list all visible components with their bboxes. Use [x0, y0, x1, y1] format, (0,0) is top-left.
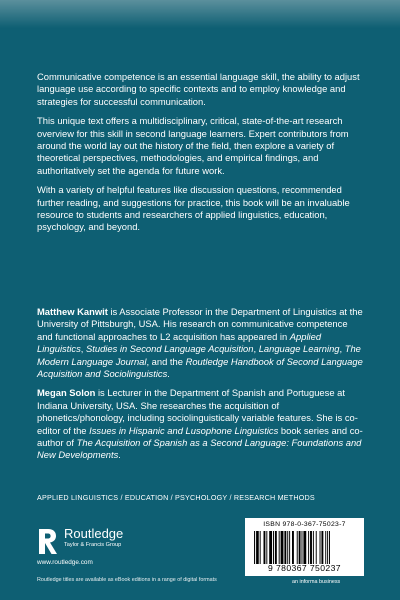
subject-categories: APPLIED LINGUISTICS / EDUCATION / PSYCHOLOGY / RESEARCH METHODS — [37, 493, 315, 502]
routledge-logo-icon — [37, 527, 59, 557]
barcode-bar — [329, 531, 330, 564]
handbook-title: Routledge Handbook of Second Language Acquisition and Sociolinguistics — [37, 355, 363, 380]
book-description — [37, 71, 364, 241]
bio-text: is Associate Professor in the Department of Linguistics at the University of Pittsburgh, USA. His research on communicative competence and functional approaches to L2 acquisition has appeared in — [37, 306, 363, 342]
informa-tagline: an informa business — [292, 579, 341, 585]
author-bios — [37, 306, 364, 469]
bio-text: , — [253, 343, 259, 355]
barcode-panel — [245, 518, 364, 576]
barcode-bar — [327, 531, 328, 564]
barcode-bar — [256, 531, 257, 564]
barcode-bar — [284, 531, 286, 564]
barcode-bar — [266, 531, 267, 564]
description-paragraph-3: With a variety of helpful features like discussion questions, recommended further reading, and suggestions for practice, this book will be an invaluable resource to students and researchers of applied linguistics, education, psychology, and beyond. — [37, 184, 350, 233]
bio-text: is Lecturer in the Department of Spanish and Portuguese at Indiana University, USA. She researches the acquisition of phonetics/phonology, including sociolinguistically variable features. She is co-editor of the — [37, 387, 358, 436]
isbn-number: ISBN 978-0-367-75023-7 — [263, 521, 346, 528]
author-name: Matthew Kanwit — [37, 306, 108, 317]
author-name: Megan Solon — [37, 387, 96, 399]
barcode-bar — [308, 531, 309, 564]
series-title: Issues in Hispanic and Lusophone Linguistics — [89, 424, 279, 436]
publisher-group: Taylor & Francis Group — [64, 542, 122, 548]
barcode-bar — [299, 531, 301, 564]
author-bio-solon — [37, 387, 364, 461]
barcode-bar — [257, 531, 259, 564]
barcode-bar — [325, 531, 326, 564]
barcode-bar — [275, 531, 277, 564]
barcode-bar — [320, 531, 321, 564]
barcode-bars — [254, 531, 355, 564]
bio-text: . — [167, 368, 170, 380]
book-title: The Acquisition of Spanish as a Second Language: Foundations and New Developments — [37, 437, 362, 461]
journal-title: The Modern Language Journal — [37, 343, 361, 367]
journal-title: Language Learning — [258, 343, 340, 355]
barcode-bar — [264, 531, 266, 564]
barcode-bar — [303, 531, 306, 564]
barcode-bar — [287, 531, 288, 564]
barcode-bar — [292, 531, 294, 564]
barcode-bar — [302, 531, 303, 564]
bio-text: , and the — [146, 355, 186, 367]
publisher-block — [37, 525, 187, 565]
ebook-availability-note: Routledge titles are available as eBook editions in a range of digital formats — [37, 577, 217, 583]
journal-title: Studies in Second Language Acquisition — [86, 343, 254, 355]
publisher-url: www.routledge.com — [37, 559, 93, 566]
barcode-bar — [313, 531, 314, 564]
publisher-name: Routledge — [64, 526, 124, 541]
barcode-bar — [297, 531, 298, 564]
barcode-bar — [281, 531, 284, 564]
barcode-bar — [289, 531, 290, 564]
description-paragraph-1: Communicative competence is an essential language skill, the ability to adjust language use according to specific contexts and to employ knowledge and strategies for successful communication. — [37, 71, 360, 107]
bio-text: book series and co-author of — [37, 424, 363, 449]
barcode-bar — [310, 531, 312, 564]
journal-title: Applied Linguistics — [37, 330, 322, 355]
author-bio-kanwit — [37, 306, 364, 380]
barcode-digits: 9 780367 750237 — [268, 563, 341, 573]
bio-text: . — [118, 449, 121, 461]
barcode-bar — [254, 531, 255, 564]
barcode-bar — [279, 531, 280, 564]
barcode-bar — [316, 531, 317, 564]
barcode-bar — [260, 531, 261, 564]
barcode-bar — [321, 531, 323, 564]
bio-text: , — [80, 343, 86, 355]
barcode-bar — [269, 531, 272, 564]
barcode-bar — [273, 531, 274, 564]
bio-text: , — [339, 343, 345, 355]
description-paragraph-2: This unique text offers a multidisciplinary, critical, state-of-the-art research overview for this skill in second language learners. Expert contributors from around the world lay out the history of the field, then explore a variety of theoretical perspectives, methodologies, and empirical findings, and authoritatively set the agenda for future work. — [37, 115, 349, 176]
